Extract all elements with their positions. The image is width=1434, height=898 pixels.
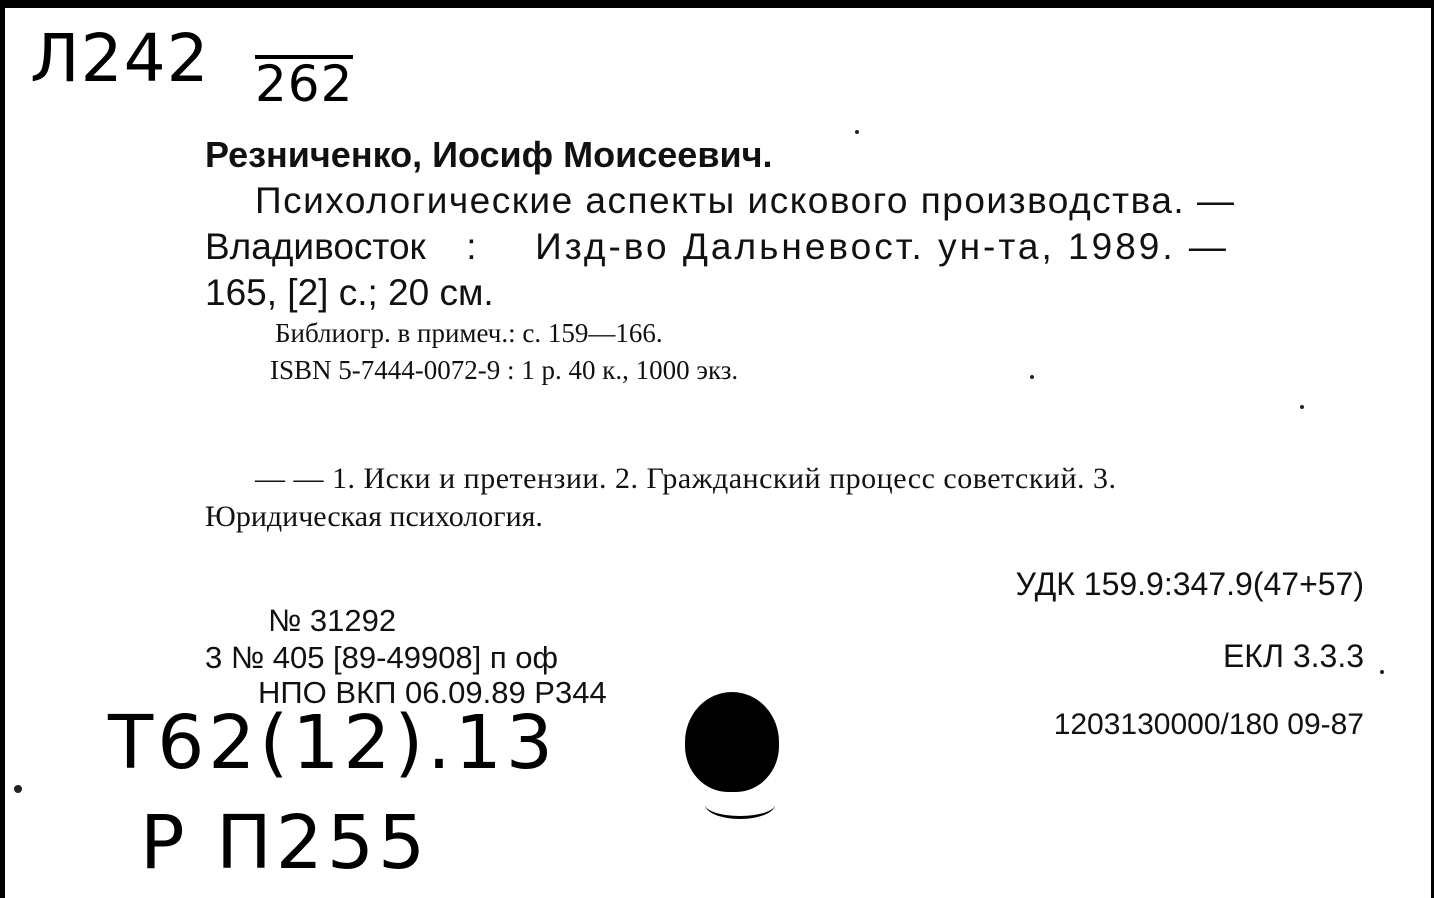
ekl-classification: ЕКЛ 3.3.3 <box>1222 638 1364 674</box>
subject-headings-cont: Юридическая психология. <box>205 500 543 533</box>
imprint-separator: : <box>466 226 477 267</box>
handwritten-call-number-sub: 262 <box>255 55 354 113</box>
handwritten-author-mark: Р П255 <box>140 800 430 886</box>
subject-headings: — — 1. Иски и претензии. 2. Гражданский процесс советский. 3. <box>255 462 1117 495</box>
speck <box>1030 375 1034 379</box>
card-left-edge <box>0 0 5 898</box>
speck <box>1300 405 1304 409</box>
author-heading: Резниченко, Иосиф Моисеевич. <box>205 134 773 175</box>
physical-description: 165, [2] с.; 20 см. <box>205 272 494 313</box>
title-statement: Психологические аспекты искового производства. — <box>255 180 1236 221</box>
speck <box>14 785 22 793</box>
card-top-edge <box>0 0 1434 8</box>
imprint <box>205 226 1229 268</box>
speck <box>1380 670 1384 674</box>
udk-classification: УДК 159.9:347.9(47+57) <box>1015 566 1364 602</box>
isbn-line: ISBN 5-7444-0072-9 : 1 р. 40 к., 1000 экз. <box>270 355 739 385</box>
imprint-place: Владивосток <box>205 226 426 267</box>
registry-number: № 31292 <box>268 603 397 638</box>
bibliography-note: Библиогр. в примеч.: с. 159—166. <box>275 318 663 348</box>
card-rod-hole <box>685 692 779 792</box>
npo-stamp: НПО ВКП 06.09.89 Р344 <box>258 675 607 710</box>
catalog-code: 1203130000/180 09-87 <box>1053 708 1364 741</box>
card-rod-hole-edge <box>705 790 775 819</box>
handwritten-shelf-mark: Т62(12).13 <box>108 700 557 786</box>
speck <box>855 130 859 134</box>
handwritten-call-number: Л242 <box>30 20 210 97</box>
imprint-publisher: Изд-во Дальневост. ун-та, 1989. — <box>535 226 1229 267</box>
order-number: 3 № 405 [89-49908] п оф <box>205 640 559 675</box>
